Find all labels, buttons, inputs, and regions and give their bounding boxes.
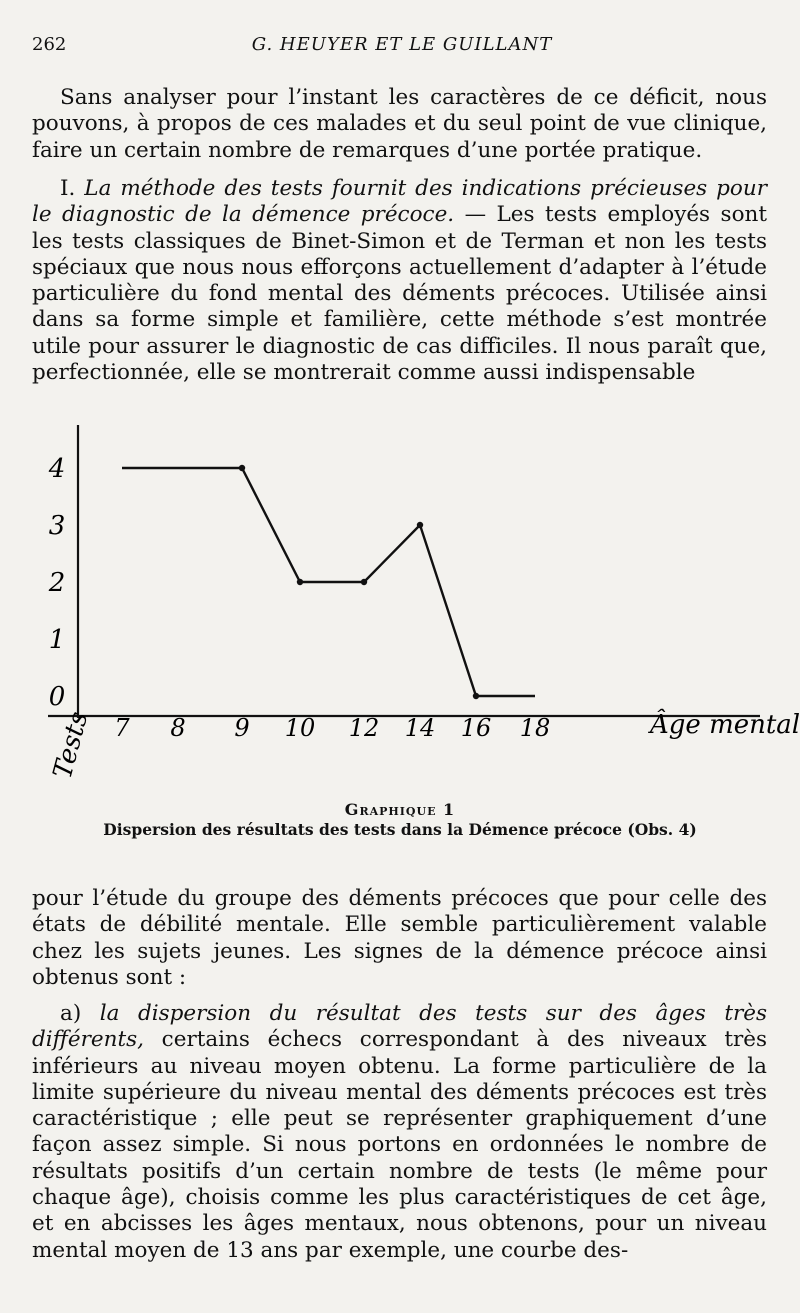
item-body: certains échecs correspondant à des niveaux très inférieurs au niveau moyen obtenu. La forme particulière de la limite supérieure du niveau mental des déments précoces est très caractéristique ; elle peut se représenter graphiquement d’une façon assez simple. Si nous portons en ordonnées le nombre de résultats positifs d’un certain nombre de tests (le même pour chaque âge), choisis comme les plus caractéristiques de cet âge, et en abcisses les âges mentaux, nous obtenons, pour un niveau mental moyen de 13 ans par exemple, une courbe des-: [32, 1027, 767, 1263]
x-tick-label-9: 9: [234, 714, 250, 742]
data-series: [122, 465, 535, 699]
figure-label: Graphique 1: [344, 800, 456, 819]
page-number: 262: [32, 34, 67, 55]
x-tick-label-14: 14: [404, 714, 436, 742]
y-tick-label-3: 3: [48, 511, 66, 541]
running-header: [32, 34, 772, 60]
y-tick-labels: [48, 454, 66, 712]
y-tick-label-2: 2: [48, 568, 66, 598]
data-point-16: [473, 693, 479, 699]
figure-chart: [30, 420, 800, 790]
running-title: G. HEUYER ET LE GUILLANT: [251, 34, 553, 55]
item-label: a): [60, 1001, 82, 1026]
x-tick-label-8: 8: [170, 714, 186, 742]
y-tick-label-4: 4: [48, 454, 66, 484]
paragraph-continuation: pour l’étude du groupe des déments précoces que pour celle des états de débilité mentale. Elle semble particulièrement valable chez les sujets jeunes. Les signes de la démence précoce ainsi obtenus sont :: [32, 886, 767, 990]
x-tick-label-16: 16: [460, 714, 492, 742]
paragraph-intro: Sans analyser pour l’instant les caractères de ce déficit, nous pouvons, à propos de ces malades et du seul point de vue clinique, faire un certain nombre de remarques d’une portée pratique.: [32, 85, 767, 163]
x-axis-label: Âge mental: [650, 710, 800, 740]
data-point-12: [361, 579, 367, 585]
item-heading: la dispersion du résultat des tests sur des âges très différents,: [32, 1001, 767, 1053]
data-point-10: [297, 579, 303, 585]
section-heading: La méthode des tests fournit des indications précieuses pour le diagnostic de la démence précoce.: [32, 176, 768, 228]
series-line: [122, 468, 535, 696]
y-tick-label-1: 1: [48, 625, 66, 655]
y-axis-label: Tests: [47, 708, 95, 782]
x-tick-label-10: 10: [284, 714, 316, 742]
data-point-14: [417, 522, 423, 528]
y-tick-label-0: 0: [48, 682, 66, 712]
x-tick-label-18: 18: [519, 714, 551, 742]
x-tick-labels: [114, 714, 550, 742]
x-tick-label-7: 7: [114, 714, 130, 742]
figure-caption: Dispersion des résultats des tests dans la Démence précoce (Obs. 4): [103, 820, 697, 839]
section-body: — Les tests employés sont les tests classiques de Binet-Simon et de Terman et non les tests spéciaux que nous nous efforçons actuellement d’adapter à l’étude particulière du fond mental des déments précoces. Utilisée ainsi dans sa forme simple et familière, cette méthode s’est montrée utile pour assurer le diagnostic de cas difficiles. Il nous paraît que, perfectionnée, elle se montrerait comme aussi indispensable: [32, 202, 767, 386]
data-point-9: [239, 465, 245, 471]
paragraph-tests-method: [32, 176, 767, 386]
x-tick-label-12: 12: [348, 714, 380, 742]
paragraph-dispersion: [32, 1001, 767, 1264]
section-number: I.: [60, 176, 76, 201]
